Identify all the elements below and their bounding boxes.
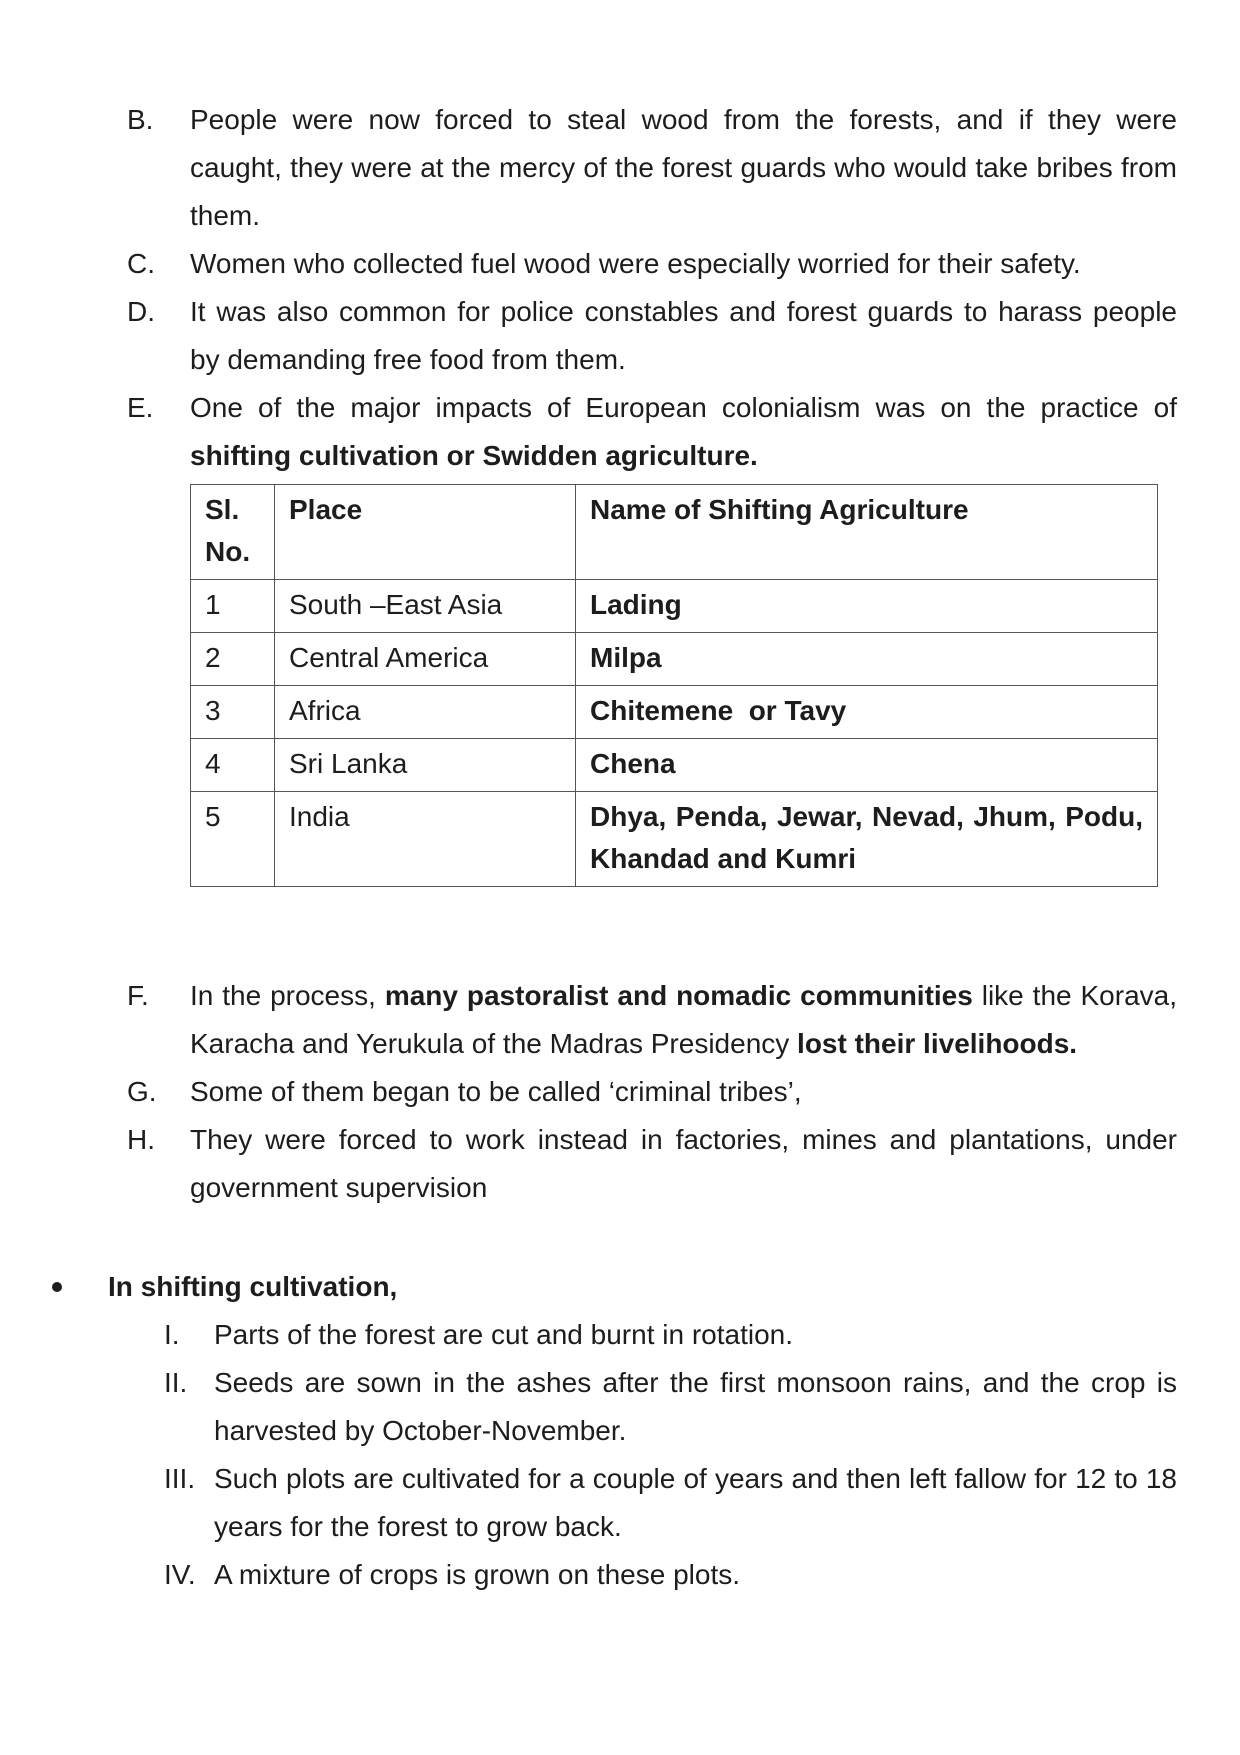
- roman-marker: IV.: [164, 1559, 196, 1590]
- cell-place: Africa: [275, 686, 576, 739]
- lettered-list-upper: [127, 96, 1177, 887]
- cell-place: Sri Lanka: [275, 739, 576, 792]
- table-header-row: [191, 485, 1158, 580]
- item-text: Some of them began to be called ‘criminal tribes’,: [190, 1076, 802, 1107]
- shifting-agriculture-table: [190, 484, 1158, 887]
- lettered-list-lower: [127, 972, 1177, 1212]
- list-item-b: [127, 96, 1177, 240]
- cell-place: Central America: [275, 633, 576, 686]
- list-item-g: [127, 1068, 1177, 1116]
- list-item-c: [127, 240, 1177, 288]
- roman-marker: I.: [164, 1319, 180, 1350]
- cell-place: India: [275, 792, 576, 887]
- list-marker: G.: [127, 1076, 157, 1107]
- roman-item-text: Seeds are sown in the ashes after the first monsoon rains, and the crop is harvested by October-November.: [214, 1367, 1177, 1446]
- item-text-bold: shifting cultivation or Swidden agriculture.: [190, 440, 758, 471]
- item-text-bold: lost their livelihoods.: [797, 1028, 1078, 1059]
- roman-item: [164, 1359, 1177, 1455]
- item-text: One of the major impacts of European colonialism was on the practice of: [190, 392, 1177, 423]
- item-text: like the Korava, Karacha and Yerukula of the Madras Presidency: [190, 980, 1177, 1059]
- item-text: People were now forced to steal wood from the forests, and if they were caught, they were at the mercy of the forest guards who would take bribes from them.: [190, 104, 1177, 231]
- roman-marker: III.: [164, 1463, 196, 1494]
- item-text-bold: many pastoralist and nomadic communities: [384, 980, 973, 1011]
- bullet-heading-text: In shifting cultivation,: [108, 1271, 398, 1302]
- list-marker: H.: [127, 1124, 155, 1155]
- bullet-dot-icon: [52, 1282, 62, 1292]
- list-item-e: [127, 384, 1177, 480]
- header-place: Place: [275, 485, 576, 580]
- roman-item: [164, 1551, 1177, 1599]
- cell-sl-no: 5: [191, 792, 275, 887]
- table-row: [191, 792, 1158, 887]
- cell-sl-no: 4: [191, 739, 275, 792]
- item-text: They were forced to work instead in factories, mines and plantations, under government supervision: [190, 1124, 1177, 1203]
- roman-item-text: Parts of the forest are cut and burnt in rotation.: [214, 1319, 793, 1350]
- cell-sl-no: 2: [191, 633, 275, 686]
- header-name: Name of Shifting Agriculture: [576, 485, 1158, 580]
- roman-item-text: Such plots are cultivated for a couple of years and then left fallow for 12 to 18 years for the forest to grow back.: [214, 1463, 1177, 1542]
- table-row: [191, 686, 1158, 739]
- cell-name: Chitemene or Tavy: [576, 686, 1158, 739]
- cell-sl-no: 3: [191, 686, 275, 739]
- shifting-agriculture-table-wrap: [190, 484, 1177, 887]
- bullet-heading: [52, 1263, 1177, 1311]
- list-marker: C.: [127, 248, 155, 279]
- roman-list: [164, 1311, 1177, 1599]
- cell-place: South –East Asia: [275, 580, 576, 633]
- list-item-h: [127, 1116, 1177, 1212]
- list-marker: B.: [127, 104, 154, 135]
- list-marker: F.: [127, 980, 149, 1011]
- item-text: In the process,: [190, 980, 385, 1011]
- cell-name: Lading: [576, 580, 1158, 633]
- list-item-f: [127, 972, 1177, 1068]
- cell-sl-no: 1: [191, 580, 275, 633]
- shifting-cultivation-section: [52, 1263, 1177, 1599]
- table-row: [191, 633, 1158, 686]
- cell-name: Dhya, Penda, Jewar, Nevad, Jhum, Podu, Khandad and Kumri: [576, 792, 1158, 887]
- item-text: Women who collected fuel wood were especially worried for their safety.: [190, 248, 1081, 279]
- list-marker: D.: [127, 296, 155, 327]
- list-item-d: [127, 288, 1177, 384]
- roman-item: [164, 1311, 1177, 1359]
- roman-item-text: A mixture of crops is grown on these plots.: [214, 1559, 741, 1590]
- list-marker: E.: [127, 392, 154, 423]
- roman-item: [164, 1455, 1177, 1551]
- item-text: It was also common for police constables and forest guards to harass people by demanding free food from them.: [190, 296, 1177, 375]
- table-row: [191, 580, 1158, 633]
- cell-name: Chena: [576, 739, 1158, 792]
- header-sl-no: Sl. No.: [191, 485, 275, 580]
- cell-name: Milpa: [576, 633, 1158, 686]
- table-row: [191, 739, 1158, 792]
- roman-marker: II.: [164, 1367, 188, 1398]
